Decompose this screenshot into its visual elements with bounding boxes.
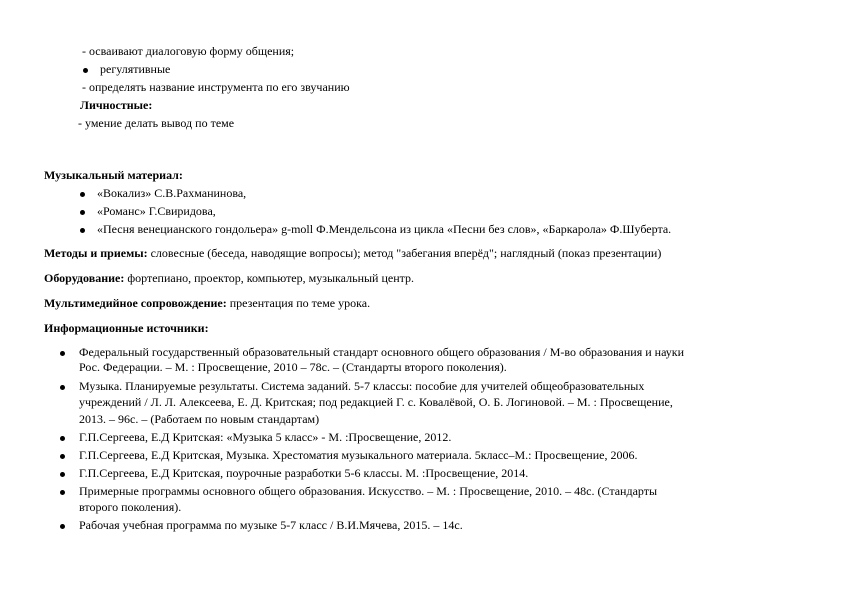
bullet-icon: [60, 351, 65, 356]
source-line: Г.П.Сергеева, Е.Д Критская: «Музыка 5 класс» - М. :Просвещение, 2012.: [79, 430, 452, 444]
personal-heading: Личностные:: [80, 98, 153, 112]
multimedia-label: Мультимедийное сопровождение:: [44, 296, 227, 310]
multimedia-text: презентация по теме урока.: [226, 296, 371, 310]
source-line: Г.П.Сергеева, Е.Д Критская, поурочные разработки 5-6 классы. М. :Просвещение, 2014.: [79, 466, 529, 480]
bullet-icon: [83, 68, 88, 73]
source-line: второго поколения).: [79, 500, 182, 514]
bullet-icon: [80, 228, 85, 233]
source-line: Рабочая учебная программа по музыке 5-7 класс / В.И.Мячева, 2015. – 14с.: [79, 518, 463, 532]
source-line: Федеральный государственный образовательный стандарт основного общего образования / М-во образования и науки: [79, 345, 685, 359]
bullet-icon: [60, 524, 65, 529]
conclusion-line: - умение делать вывод по теме: [78, 116, 235, 130]
bullet-icon: [60, 436, 65, 441]
source-line: Г.П.Сергеева, Е.Д Критская, Музыка. Хрестоматия музыкального материала. 5класс–М.: Просвещение, 2006.: [79, 448, 638, 462]
source-line: Рос. Федерации. – М. : Просвещение, 2010 – 78с. – (Стандарты второго поколения).: [79, 360, 507, 374]
bullet-icon: [60, 454, 65, 459]
methods-text: словесные (беседа, наводящие вопросы); метод "забегания вперёд"; наглядный (показ презентации): [147, 246, 662, 260]
source-line: учреждений / Л. Л. Алексеева, Е. Д. Критская; под редакцией Г. с. Ковалёвой, О. Б. Логиновой. – М. : Просвещение,: [79, 395, 673, 409]
source-line: Музыка. Планируемые результаты. Система заданий. 5-7 классы: пособие для учителей общеобразовательных: [79, 379, 645, 393]
methods-line: [44, 246, 661, 260]
bullet-icon: [60, 472, 65, 477]
multimedia-line: [44, 296, 370, 310]
bullet-icon: [60, 490, 65, 495]
equipment-text: фортепиано, проектор, компьютер, музыкальный центр.: [124, 271, 415, 285]
dialog-line: - осваивают диалоговую форму общения;: [82, 44, 295, 58]
bullet-icon: [60, 385, 65, 390]
bullet-icon: [80, 192, 85, 197]
equipment-line: [44, 271, 414, 285]
methods-label: Методы и приемы:: [44, 246, 148, 260]
source-line: Примерные программы основного общего образования. Искусство. – М. : Просвещение, 2010. – 48с. (Стандарты: [79, 484, 658, 498]
instrument-line: - определять название инструмента по его звучанию: [82, 80, 350, 94]
regulative-label: регулятивные: [100, 62, 171, 76]
equipment-label: Оборудование:: [44, 271, 125, 285]
music-item: «Вокализ» С.В.Рахманинова,: [97, 186, 247, 200]
bullet-icon: [80, 210, 85, 215]
source-line: 2013. – 96с. – (Работаем по новым стандартам): [79, 412, 320, 426]
music-item: «Романс» Г.Свиридова,: [97, 204, 216, 218]
sources-heading: Информационные источники:: [44, 321, 209, 335]
music-heading: Музыкальный материал:: [44, 168, 183, 182]
music-item: «Песня венецианского гондольера» g-moll Ф.Мендельсона из цикла «Песни без слов», «Баркарола» Ф.Шуберта.: [97, 222, 672, 236]
